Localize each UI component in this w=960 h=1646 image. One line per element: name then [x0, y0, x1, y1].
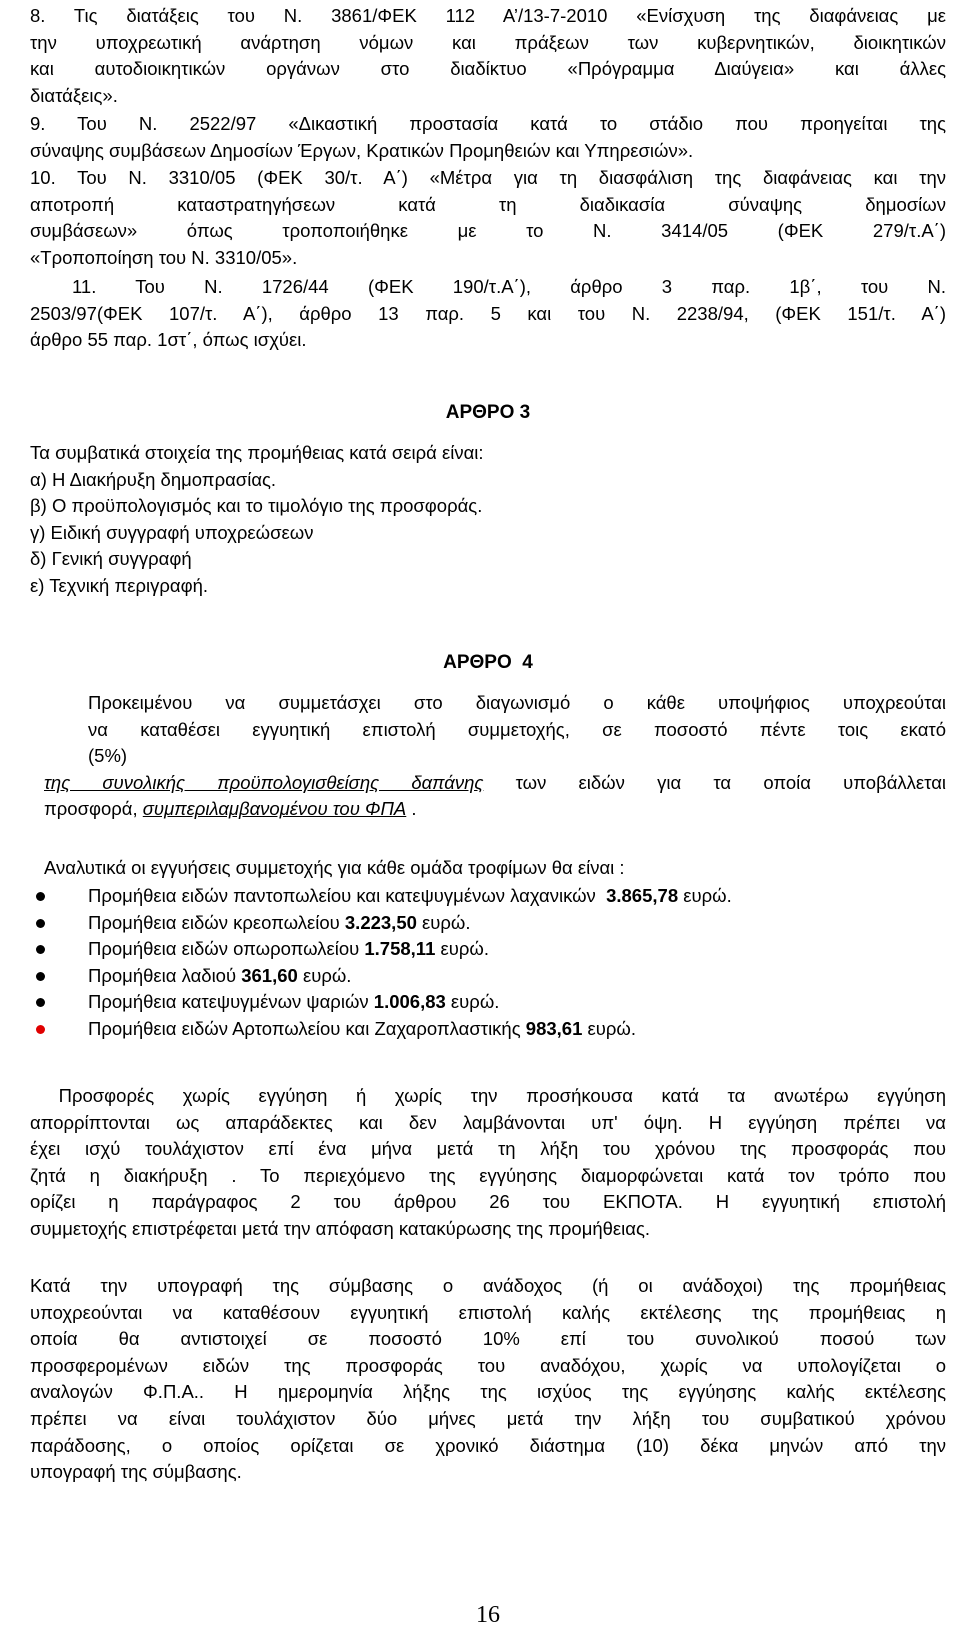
ref-8-line: 8. Τις διατάξεις του Ν. 3861/ΦΕΚ 112 Α’/13-7-2010 «Ενίσχυση της διαφάνειας με — [30, 5, 946, 26]
article-4-line: να καταθέσει εγγυητική επιστολή συμμετοχής, σε ποσοστό πέντε τοις εκατό — [88, 718, 946, 740]
article-4-line: (5%) — [88, 745, 128, 767]
ref-item-11 — [30, 274, 946, 354]
contract-item: α) Η Διακήρυξη δημοπρασίας. — [30, 468, 277, 490]
guarantee-label: Προμήθεια ειδών οπωροπωλείου — [88, 938, 365, 960]
ref-item-10 — [30, 165, 946, 271]
guarantee-amount: 3.223,50 — [344, 911, 417, 933]
ref-10-line: αποτροπή καταστρατηγήσεων κατά τη διαδικασία σύναψης δημοσίων — [30, 193, 946, 215]
contract-item: β) Ο προϋπολογισμός και το τιμολόγιο της προσφοράς. — [30, 495, 483, 517]
article-4-line: Προκειμένου να συμμετάσχει στο διαγωνισμό ο κάθε υποψήφιος υποχρεούται — [88, 692, 946, 713]
guarantee-label: Προμήθεια κατεψυγμένων ψαριών — [88, 991, 374, 1013]
guarantee-label: Προμήθεια ειδών κρεοπωλείου — [88, 911, 345, 933]
article-3-intro: Τα συμβατικά στοιχεία της προμήθειας κατά σειρά είναι: — [30, 442, 484, 463]
article-4-line: ορίζει η παράγραφος 2 του άρθρου 26 του ΕΚΠΟΤΑ. Η εγγυητική επιστολή — [30, 1191, 946, 1213]
document-page — [30, 0, 946, 1646]
article-4-line: ζητά η διακήρυξη . Το περιεχόμενο της εγγύησης διαμορφώνεται κατά τον τρόπο που — [30, 1164, 946, 1186]
guarantee-amount: 983,61 — [525, 1017, 583, 1039]
article-4-text: προσφορά, — [44, 798, 143, 820]
contract-item: γ) Ειδική συγγραφή υποχρεώσεων — [30, 521, 314, 543]
article-4-line: προσφερομένων ειδών της προσφοράς του αναδόχου, χωρίς να υπολογίζεται ο — [30, 1354, 946, 1376]
article-4-line: έχει ισχύ τουλάχιστον επί ένα μήνα μετά τη λήξη του χρόνου της προσφοράς που — [30, 1138, 946, 1160]
ref-10-line: συμβάσεων» όπως τροποποιήθηκε με το Ν. 3414/05 (ΦΕΚ 279/τ.Α΄) — [30, 220, 946, 242]
guarantee-item — [30, 883, 946, 910]
ref-10-line: «Τροποποίηση του Ν. 3310/05». — [30, 246, 298, 268]
article-4-line: πρέπει να είναι τουλάχιστον δύο μήνες μετά την λήξη του συμβατικού χρόνου — [30, 1407, 946, 1429]
guarantee-item — [30, 910, 946, 937]
article-4-paragraph-3 — [30, 1273, 946, 1486]
guarantee-unit: ευρώ. — [416, 911, 471, 933]
guarantee-unit: ευρώ. — [297, 964, 352, 986]
ref-8-line: την υποχρεωτική ανάρτηση νόμων και πράξεων των κυβερνητικών, διοικητικών — [30, 31, 946, 53]
bullet-icon — [36, 972, 45, 981]
page-number: 16 — [476, 1602, 500, 1628]
ref-8-line: και αυτοδιοικητικών οργάνων στο διαδίκτυο «Πρόγραμμα Διαύγεια» και άλλες — [30, 58, 946, 80]
article-4-line: παράδοσης, ο οποίος ορίζεται σε χρονικό διάστημα (10) δέκα μηνών από την — [30, 1434, 946, 1456]
article-4-text: . — [406, 798, 417, 820]
article-4-line: αναλογών Φ.Π.Α.. Η ημερομηνία λήξης της ισχύος της εγγύησης καλής εκτέλεσης — [30, 1381, 946, 1403]
guarantee-amount: 1.006,83 — [373, 991, 446, 1013]
guarantee-label: Προμήθεια λαδιού — [88, 964, 242, 986]
guarantees-intro: Αναλυτικά οι εγγυήσεις συμμετοχής για κάθε ομάδα τροφίμων θα είναι : — [44, 857, 625, 878]
article-4-line: υποχρεούνται να καταθέσουν εγγυητική επιστολή καλής εκτέλεσης της προμήθειας η — [30, 1301, 946, 1323]
ref-item-9 — [30, 111, 946, 164]
ref-11-line: 11. Του Ν. 1726/44 (ΦΕΚ 190/τ.Α΄), άρθρο 3 παρ. 1β΄, του Ν. — [72, 276, 946, 297]
guarantee-item — [30, 1016, 946, 1043]
guarantee-amount: 361,60 — [241, 964, 298, 986]
article-4-line: απορρίπτονται ως απαράδεκτες και δεν λαμβάνονται υπ' όψη. Η εγγύηση πρέπει να — [30, 1111, 946, 1133]
article-3-title: ΑΡΘΡΟ 3 — [445, 402, 531, 423]
vat-included-phrase: συμπεριλαμβανομένου του ΦΠΑ — [142, 798, 407, 820]
guarantee-unit: ευρώ. — [582, 1017, 636, 1039]
article-4-line — [30, 796, 946, 823]
article-4-line: οποία θα αντιστοιχεί σε ποσοστό 10% επί του συνολικού ποσού των — [30, 1328, 946, 1350]
article-4-line — [30, 770, 946, 797]
bullet-icon — [36, 998, 45, 1007]
guarantee-unit: ευρώ. — [435, 938, 489, 960]
total-budget-phrase: της συνολικής προϋπολογισθείσης δαπάνης — [44, 771, 484, 793]
article-4-title: ΑΡΘΡΟ 4 — [443, 652, 533, 673]
ref-8-line: διατάξεις». — [30, 84, 118, 106]
article-4-paragraph-1 — [30, 690, 946, 823]
article-4-line: Κατά την υπογραφή της σύμβασης ο ανάδοχος (ή οι ανάδοχοι) της προμήθειας — [30, 1275, 946, 1296]
guarantee-unit: ευρώ. — [445, 991, 500, 1013]
bullet-icon — [36, 945, 45, 954]
guarantee-amount: 1.758,11 — [364, 938, 436, 960]
article-4-line: υπογραφή της σύμβασης. — [30, 1461, 242, 1483]
ref-item-8 — [30, 3, 946, 109]
guarantees-list — [30, 883, 946, 1043]
guarantee-label: Προμήθεια ειδών παντοπωλείου και κατεψυγμένων λαχανικών — [88, 885, 607, 906]
contract-item: ε) Τεχνική περιγραφή. — [30, 574, 209, 596]
guarantee-item — [30, 936, 946, 963]
guarantee-label: Προμήθεια ειδών Αρτοπωλείου και Ζαχαροπλαστικής — [88, 1017, 526, 1039]
ref-10-line: 10. Του Ν. 3310/05 (ΦΕΚ 30/τ. Α΄) «Μέτρα για τη διασφάλιση της διαφάνειας και την — [30, 167, 946, 188]
article-4-paragraph-2 — [30, 1083, 946, 1243]
guarantee-unit: ευρώ. — [678, 885, 732, 906]
guarantee-item — [30, 989, 946, 1016]
ref-9-line: σύναψης συμβάσεων Δημοσίων Έργων, Κρατικών Προμηθειών και Υπηρεσιών». — [30, 139, 694, 161]
guarantee-item — [30, 963, 946, 990]
bullet-icon — [36, 919, 45, 928]
article-4-line: συμμετοχής επιστρέφεται μετά την απόφαση κατακύρωσης της προμήθειας. — [30, 1217, 651, 1239]
article-3-body — [30, 440, 946, 600]
bullet-icon — [36, 892, 45, 901]
ref-9-line: 9. Του Ν. 2522/97 «Δικαστική προστασία κατά το στάδιο που προηγείται της — [30, 113, 946, 134]
article-4-line: Προσφορές χωρίς εγγύηση ή χωρίς την προσήκουσα κατά τα ανωτέρω εγγύηση — [30, 1085, 946, 1106]
guarantee-amount: 3.865,78 — [606, 885, 679, 906]
ref-11-line: 2503/97(ΦΕΚ 107/τ. Α΄), άρθρο 13 παρ. 5 και του Ν. 2238/94, (ΦΕΚ 151/τ. Α΄) — [30, 302, 946, 324]
contract-item: δ) Γενική συγγραφή — [30, 548, 192, 570]
ref-11-line: άρθρο 55 παρ. 1στ΄, όπως ισχύει. — [30, 329, 307, 351]
article-4-text: των ειδών για τα οποία υποβάλλεται — [483, 771, 946, 793]
bullet-icon — [36, 1025, 45, 1034]
